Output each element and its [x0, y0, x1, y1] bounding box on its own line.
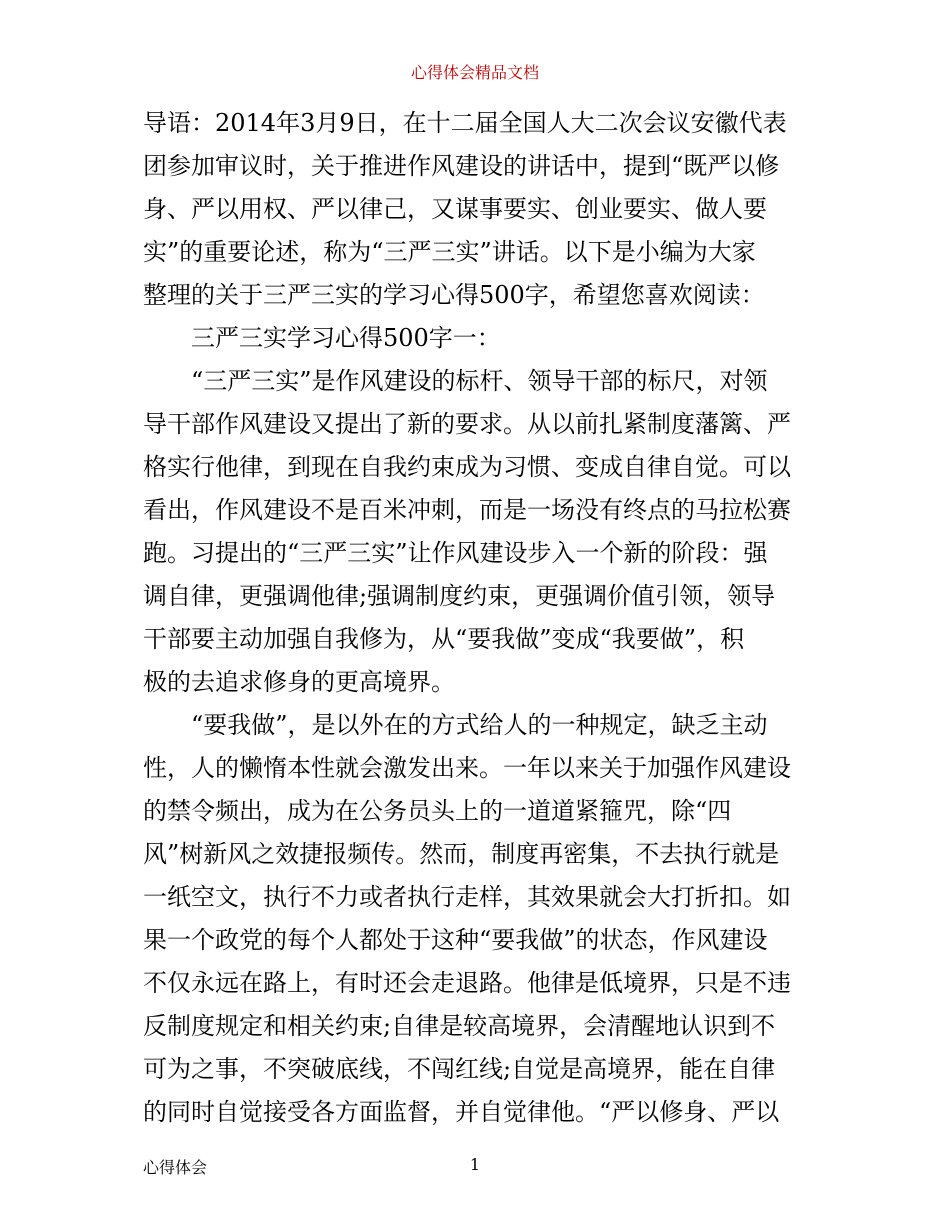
text-line: 不仅永远在路上，有时还会走退路。他律是低境界，只是不违	[143, 969, 791, 997]
text-line: 看出，作风建设不是百米冲刺，而是一场没有终点的马拉松赛	[143, 496, 791, 524]
text-line: 的禁令频出，成为在公务员头上的一道道紧箍咒，除“四	[143, 797, 732, 825]
text-line: “要我做”，是以外在的方式给人的一种规定，缺乏主动	[191, 711, 768, 739]
text-line: 身、严以用权、严以律己，又谋事要实、创业要实、做人要	[143, 195, 767, 223]
page-number: 1	[469, 1155, 481, 1174]
text-line: 导干部作风建设又提出了新的要求。从以前扎紧制度藩篱、严	[143, 410, 791, 438]
header-title: 心得体会精品文档	[410, 63, 539, 82]
body-text	[143, 102, 813, 1134]
text-line: 实”的重要论述，称为“三严三实”讲话。以下是小编为大家	[143, 238, 756, 266]
text-line: 跑。习提出的“三严三实”让作风建设步入一个新的阶段：强	[143, 539, 768, 567]
text-line: 团参加审议时，关于推进作风建设的讲话中，提到“既严以修	[143, 152, 780, 180]
text-line: 格实行他律，到现在自我约束成为习惯、变成自律自觉。可以	[143, 453, 791, 481]
text-line: “三严三实”是作风建设的标杆、领导干部的标尺，对领	[191, 367, 768, 395]
text-line: 一纸空文，执行不力或者执行走样，其效果就会大打折扣。如	[143, 883, 791, 911]
section-heading: 三严三实学习心得500字一：	[191, 324, 501, 352]
text-line: 极的去追求修身的更高境界。	[143, 668, 455, 696]
text-line: 性，人的懒惰本性就会激发出来。一年以来关于加强作风建设	[143, 754, 791, 782]
text-line: 风”树新风之效捷报频传。然而，制度再密集，不去执行就是	[143, 840, 780, 868]
text-line: 可为之事，不突破底线，不闯红线;自觉是高境界，能在自律	[143, 1055, 776, 1083]
text-line: 反制度规定和相关约束;自律是较高境界，会清醒地认识到不	[143, 1012, 776, 1040]
text-line: 导语：2014年3月9日，在十二届全国人大二次会议安徽代表	[143, 109, 787, 137]
text-line: 干部要主动加强自我修为，从“要我做”变成“我要做”，积	[143, 625, 745, 653]
text-line: 调自律，更强调他律;强调制度约束，更强调价值引领，领导	[143, 582, 776, 610]
text-line: 的同时自觉接受各方面监督，并自觉律他。“严以修身、严以	[143, 1098, 780, 1126]
text-line: 果一个政党的每个人都处于这种“要我做”的状态，作风建设	[143, 926, 768, 954]
footer-label: 心得体会	[143, 1158, 208, 1177]
text-line: 整理的关于三严三实的学习心得500字，希望您喜欢阅读：	[143, 281, 765, 309]
